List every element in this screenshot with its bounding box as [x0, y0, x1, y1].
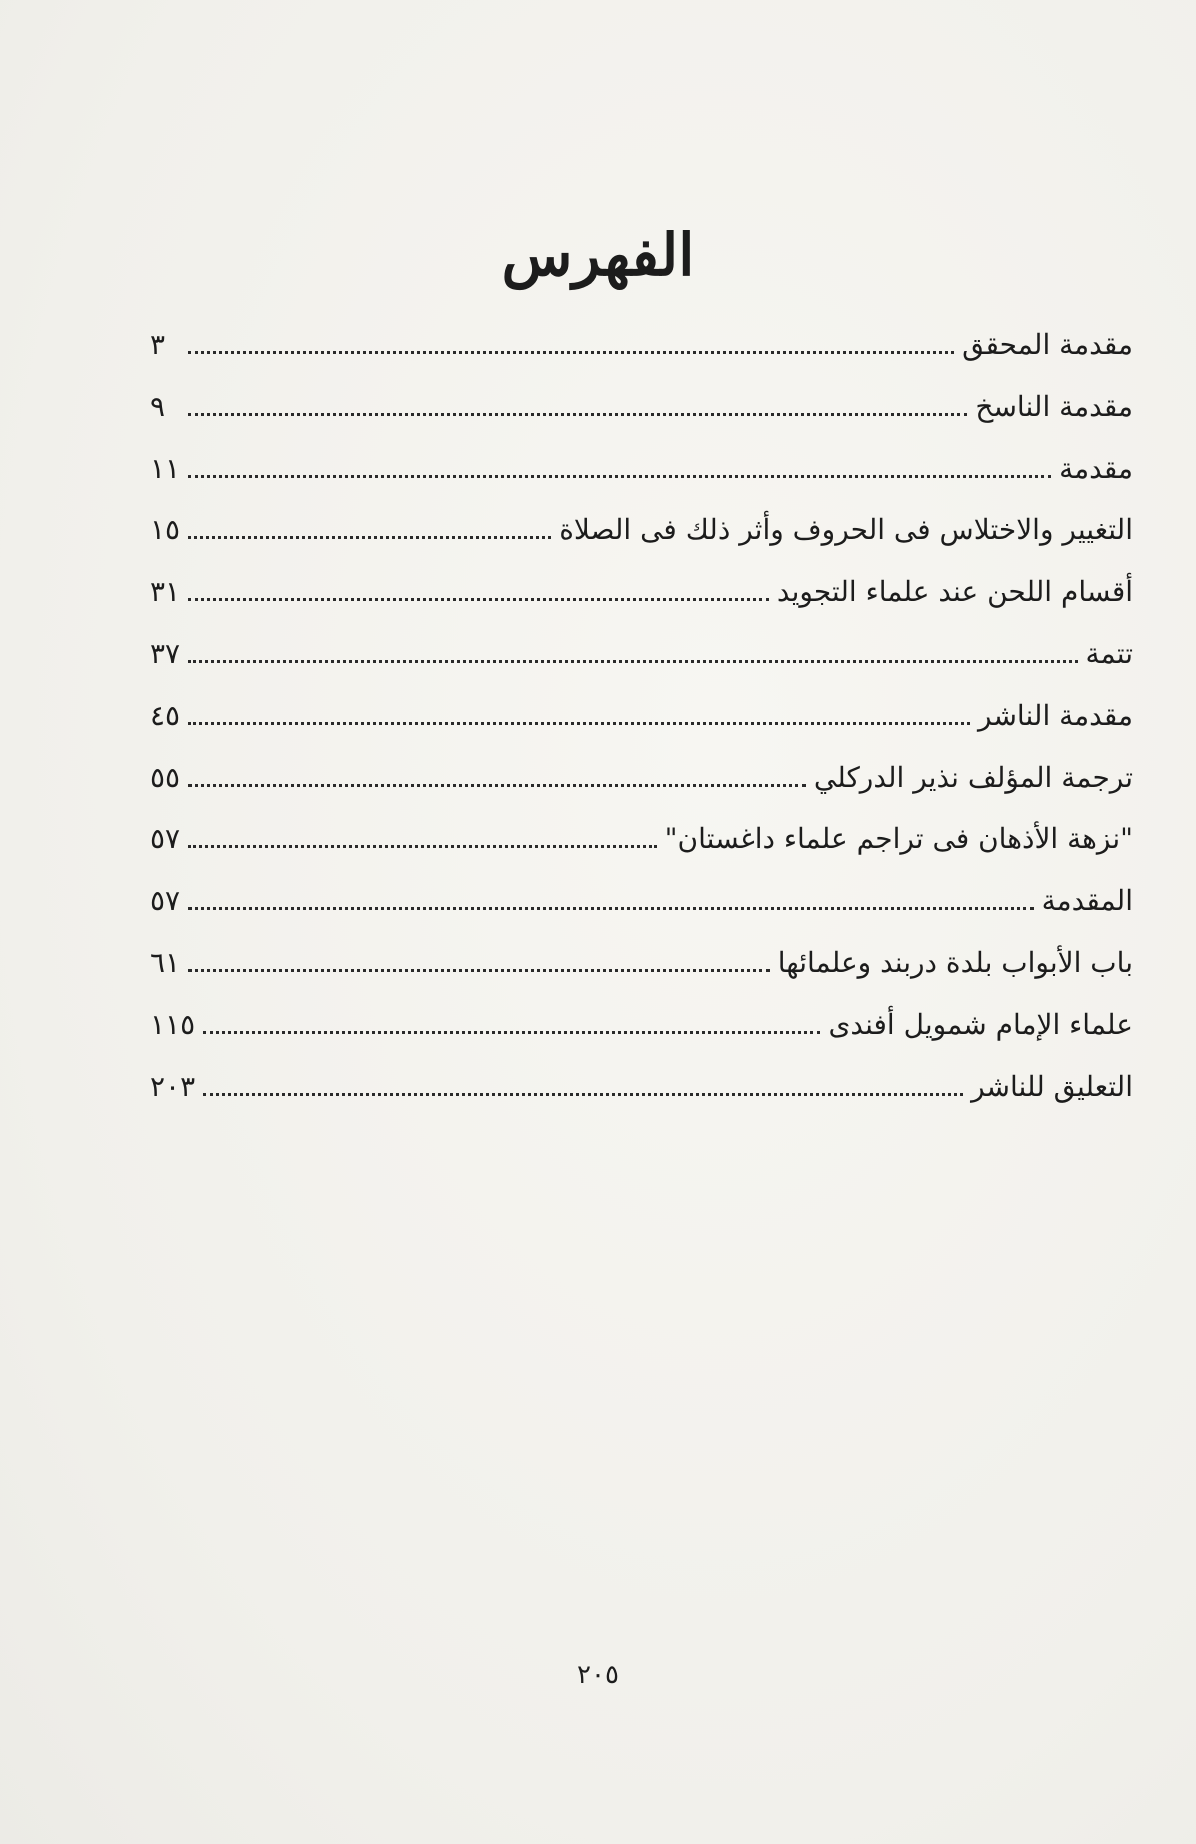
toc-leader-dots [188, 784, 806, 787]
toc-entry-page: ٢٠٣ [150, 1069, 196, 1103]
toc-entry-title: "نزهة الأذهان فى تراجم علماء داغستان" [664, 822, 1133, 856]
toc-leader-dots [188, 907, 1034, 910]
toc-entry [150, 946, 1133, 1008]
toc-entry-title: ترجمة المؤلف نذير الدركلي [813, 760, 1133, 794]
table-of-contents [150, 328, 1133, 1131]
toc-entry-title: تتمة [1085, 636, 1133, 670]
toc-entry [150, 513, 1133, 575]
toc-entry-page: ١٥ [150, 513, 181, 547]
toc-entry-title: التعليق للناشر [971, 1069, 1133, 1103]
page-number: ٢٠٥ [577, 1660, 619, 1690]
toc-entry-title: مقدمة الناشر [978, 698, 1133, 732]
toc-leader-dots [188, 722, 970, 725]
toc-entry-page: ٥٧ [150, 822, 181, 856]
toc-entry [150, 699, 1133, 761]
toc-entry-title: المقدمة [1041, 884, 1133, 918]
toc-leader-dots [188, 969, 770, 972]
toc-entry-title: باب الأبواب بلدة دربند وعلمائها [777, 945, 1133, 979]
toc-entry-title: أقسام اللحن عند علماء التجويد [776, 575, 1133, 609]
toc-entry-page: ١١٥ [150, 1007, 196, 1041]
toc-entry [150, 575, 1133, 637]
toc-leader-dots [188, 845, 657, 848]
toc-entry [150, 328, 1133, 390]
toc-entry [150, 637, 1133, 699]
toc-leader-dots [188, 536, 551, 539]
toc-leader-dots [203, 1093, 963, 1096]
toc-entry-page: ٥٥ [150, 760, 181, 794]
toc-entry-page: ٣ [150, 328, 166, 361]
toc-entry-title: التغيير والاختلاس فى الحروف وأثر ذلك فى الصلاة [559, 513, 1133, 547]
toc-entry-page: ٦١ [150, 945, 181, 979]
toc-entry-title: علماء الإمام شمويل أفندى [828, 1007, 1133, 1041]
toc-leader-dots [188, 413, 967, 416]
toc-entry [150, 452, 1133, 514]
toc-leader-dots [203, 1031, 820, 1034]
toc-entry-page: ١١ [150, 451, 181, 485]
toc-leader-dots [188, 475, 1051, 478]
toc-leader-dots [188, 598, 769, 601]
toc-entry [150, 390, 1133, 452]
toc-entry-title: مقدمة الناسخ [975, 389, 1133, 423]
toc-entry [150, 822, 1133, 884]
toc-entry-page: ٩ [150, 389, 166, 423]
toc-entry [150, 761, 1133, 823]
toc-leader-dots [188, 660, 1077, 663]
page-title: الفهرس [501, 220, 695, 289]
toc-entry-title: مقدمة [1059, 451, 1133, 485]
toc-entry-page: ٣٧ [150, 636, 181, 670]
toc-entry-page: ٤٥ [150, 698, 181, 732]
toc-entry [150, 1008, 1133, 1070]
toc-entry-page: ٥٧ [150, 884, 181, 918]
toc-entry-page: ٣١ [150, 575, 181, 609]
toc-entry [150, 1070, 1133, 1132]
toc-leader-dots [188, 351, 954, 354]
toc-entry [150, 884, 1133, 946]
toc-entry-title: مقدمة المحقق [962, 328, 1133, 361]
